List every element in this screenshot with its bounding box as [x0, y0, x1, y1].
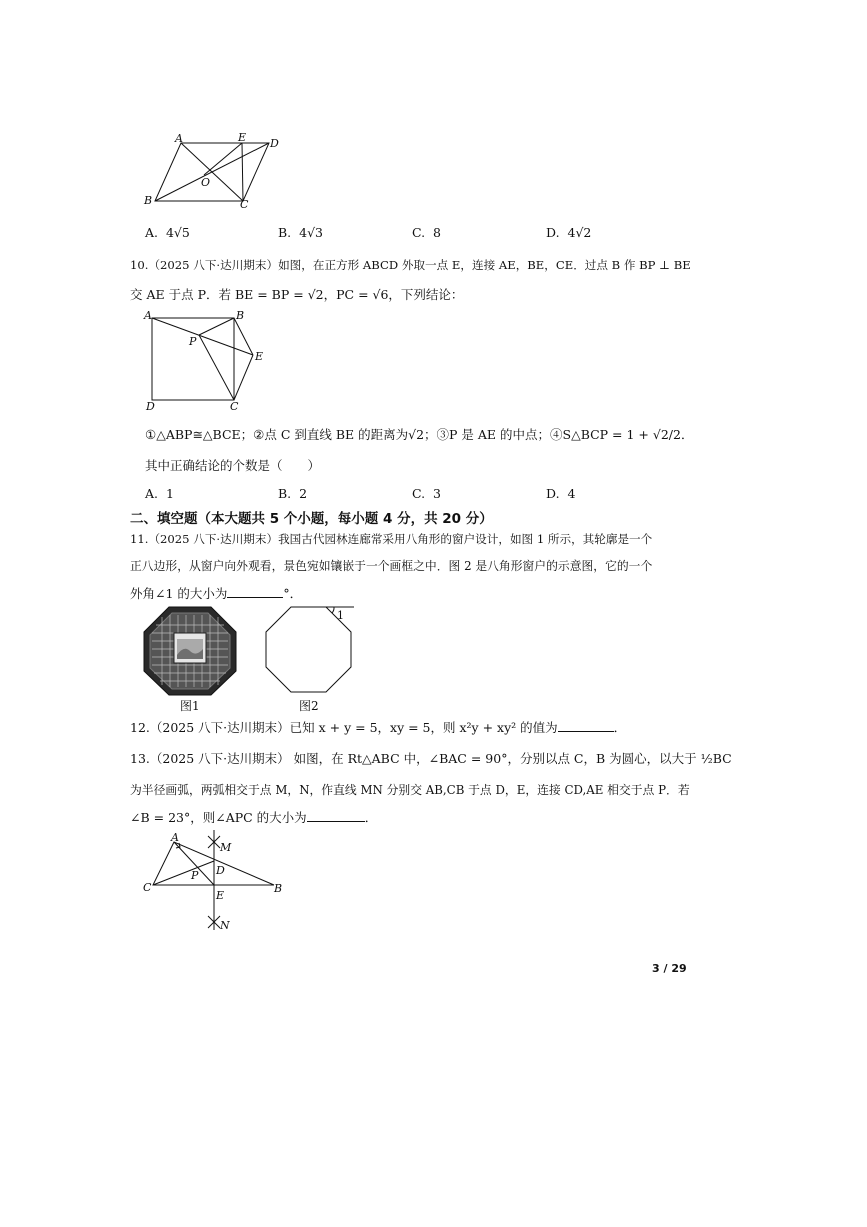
q9-label-b: B — [144, 194, 153, 207]
q12-pre: 12.（2025 八下·达川期末）已知 x + y = 5，xy = 5，则 x²y + xy² 的值为 — [130, 720, 558, 735]
q10-line2: 交 AE 于点 P．若 BE = BP = √2，PC = √6，下列结论： — [130, 287, 464, 302]
q10-square-figure — [140, 306, 280, 416]
q9-label-d: D — [270, 137, 279, 150]
q10-label-a: A — [144, 309, 152, 322]
q10-line1: 10.（2025 八下·达川期末）如图，在正方形 ABCD 外取一点 E，连接 AE，BE，CE．过点 B 作 BP ⊥ BE — [130, 258, 691, 272]
q10-label-b: B — [236, 309, 245, 322]
q12-line — [130, 719, 626, 736]
q10-label-d: D — [146, 400, 155, 413]
q13-line3 — [130, 809, 377, 826]
q11-fig1-caption: 图1 — [180, 699, 200, 713]
q9-option-b-letter: B. — [278, 225, 292, 240]
q13-label-c: C — [143, 881, 152, 894]
q10-option-b — [278, 486, 307, 501]
q11-line3-pre: 外角∠1 的大小为 — [130, 586, 228, 601]
q9-label-a: A — [175, 132, 183, 145]
q13-label-a: A — [171, 831, 179, 844]
q13-label-n: N — [220, 919, 230, 932]
q9-option-c — [412, 225, 441, 240]
q13-answer-blank[interactable] — [307, 809, 365, 822]
q10-option-c — [412, 486, 441, 501]
q9-option-a-letter: A. — [145, 225, 159, 240]
q11-line2: 正八边形，从窗户向外观看，景色宛如镶嵌于一个画框之中．图 2 是八角形窗户的示意图，它的一个 — [130, 559, 653, 573]
q13-line1: 13.（2025 八下·达川期末） 如图，在 Rt△ABC 中，∠BAC = 90°，分别以点 C，B 为圆心，以大于 ½BC — [130, 751, 732, 766]
q10-question: 其中正确结论的个数是（ ） — [145, 458, 321, 473]
q9-label-e: E — [238, 131, 247, 144]
q10-option-d — [546, 486, 575, 501]
q13-label-d: D — [216, 864, 225, 877]
q10-option-c-value: 3 — [433, 486, 441, 501]
q9-option-a-value: 4√5 — [165, 225, 190, 240]
q10-option-d-letter: D. — [546, 486, 560, 501]
q11-answer-blank[interactable] — [227, 585, 283, 598]
q9-option-d — [546, 225, 591, 240]
q10-option-b-value: 2 — [299, 486, 308, 501]
q13-label-e: E — [216, 889, 225, 902]
q10-label-c: C — [230, 400, 239, 413]
q9-label-c: C — [240, 198, 249, 211]
q13-label-p: P — [191, 869, 199, 882]
q11-angle-label: 1 — [337, 609, 344, 622]
q9-option-b — [278, 225, 323, 240]
q10-option-d-value: 4 — [567, 486, 576, 501]
q11-line3-post: °． — [283, 586, 303, 601]
q10-option-a — [145, 486, 174, 501]
q11-window-photo-figure — [142, 605, 238, 715]
q9-option-c-letter: C. — [412, 225, 426, 240]
q12-answer-blank[interactable] — [558, 719, 614, 732]
q10-option-b-letter: B. — [278, 486, 292, 501]
q11-line1: 11.（2025 八下·达川期末）我国古代园林连廊常采用八角形的窗户设计，如图 1 所示，其轮廓是一个 — [130, 532, 653, 546]
section-2-title: 二、填空题（本大题共 5 个小题，每小题 4 分，共 20 分） — [130, 511, 493, 527]
q9-option-c-value: 8 — [433, 225, 441, 240]
q11-octagon-figure — [262, 603, 358, 715]
q10-option-c-letter: C. — [412, 486, 426, 501]
q10-option-a-letter: A. — [145, 486, 159, 501]
q9-option-d-letter: D. — [546, 225, 560, 240]
q10-label-p: P — [189, 335, 197, 348]
q9-parallelogram-figure — [138, 130, 288, 212]
q11-fig2-caption: 图2 — [299, 699, 319, 713]
q10-option-a-value: 1 — [165, 486, 174, 501]
q11-line3 — [130, 585, 302, 602]
q10-conclusions: ①△ABP≅△BCE；②点 C 到直线 BE 的距离为√2；③P 是 AE 的中点；④S△BCP = 1 + √2/2． — [145, 427, 694, 442]
q9-option-d-value: 4√2 — [567, 225, 592, 240]
q9-label-o: O — [201, 176, 211, 189]
q13-triangle-figure — [138, 828, 298, 938]
q9-option-b-value: 4√3 — [299, 225, 323, 240]
q13-line3-post: ． — [364, 810, 378, 825]
page-number: 3 / 29 — [652, 962, 687, 975]
q13-label-m: M — [220, 841, 232, 854]
q13-line3-pre: ∠B = 23°，则∠APC 的大小为 — [130, 810, 307, 825]
q9-option-a — [145, 225, 190, 240]
q13-line2: 为半径画弧，两弧相交于点 M，N，作直线 MN 分别交 AB,CB 于点 D，E，连接 CD,AE 相交于点 P．若 — [130, 783, 690, 797]
q12-post: ． — [613, 720, 627, 735]
q13-label-b: B — [274, 882, 283, 895]
q10-label-e: E — [255, 350, 264, 363]
